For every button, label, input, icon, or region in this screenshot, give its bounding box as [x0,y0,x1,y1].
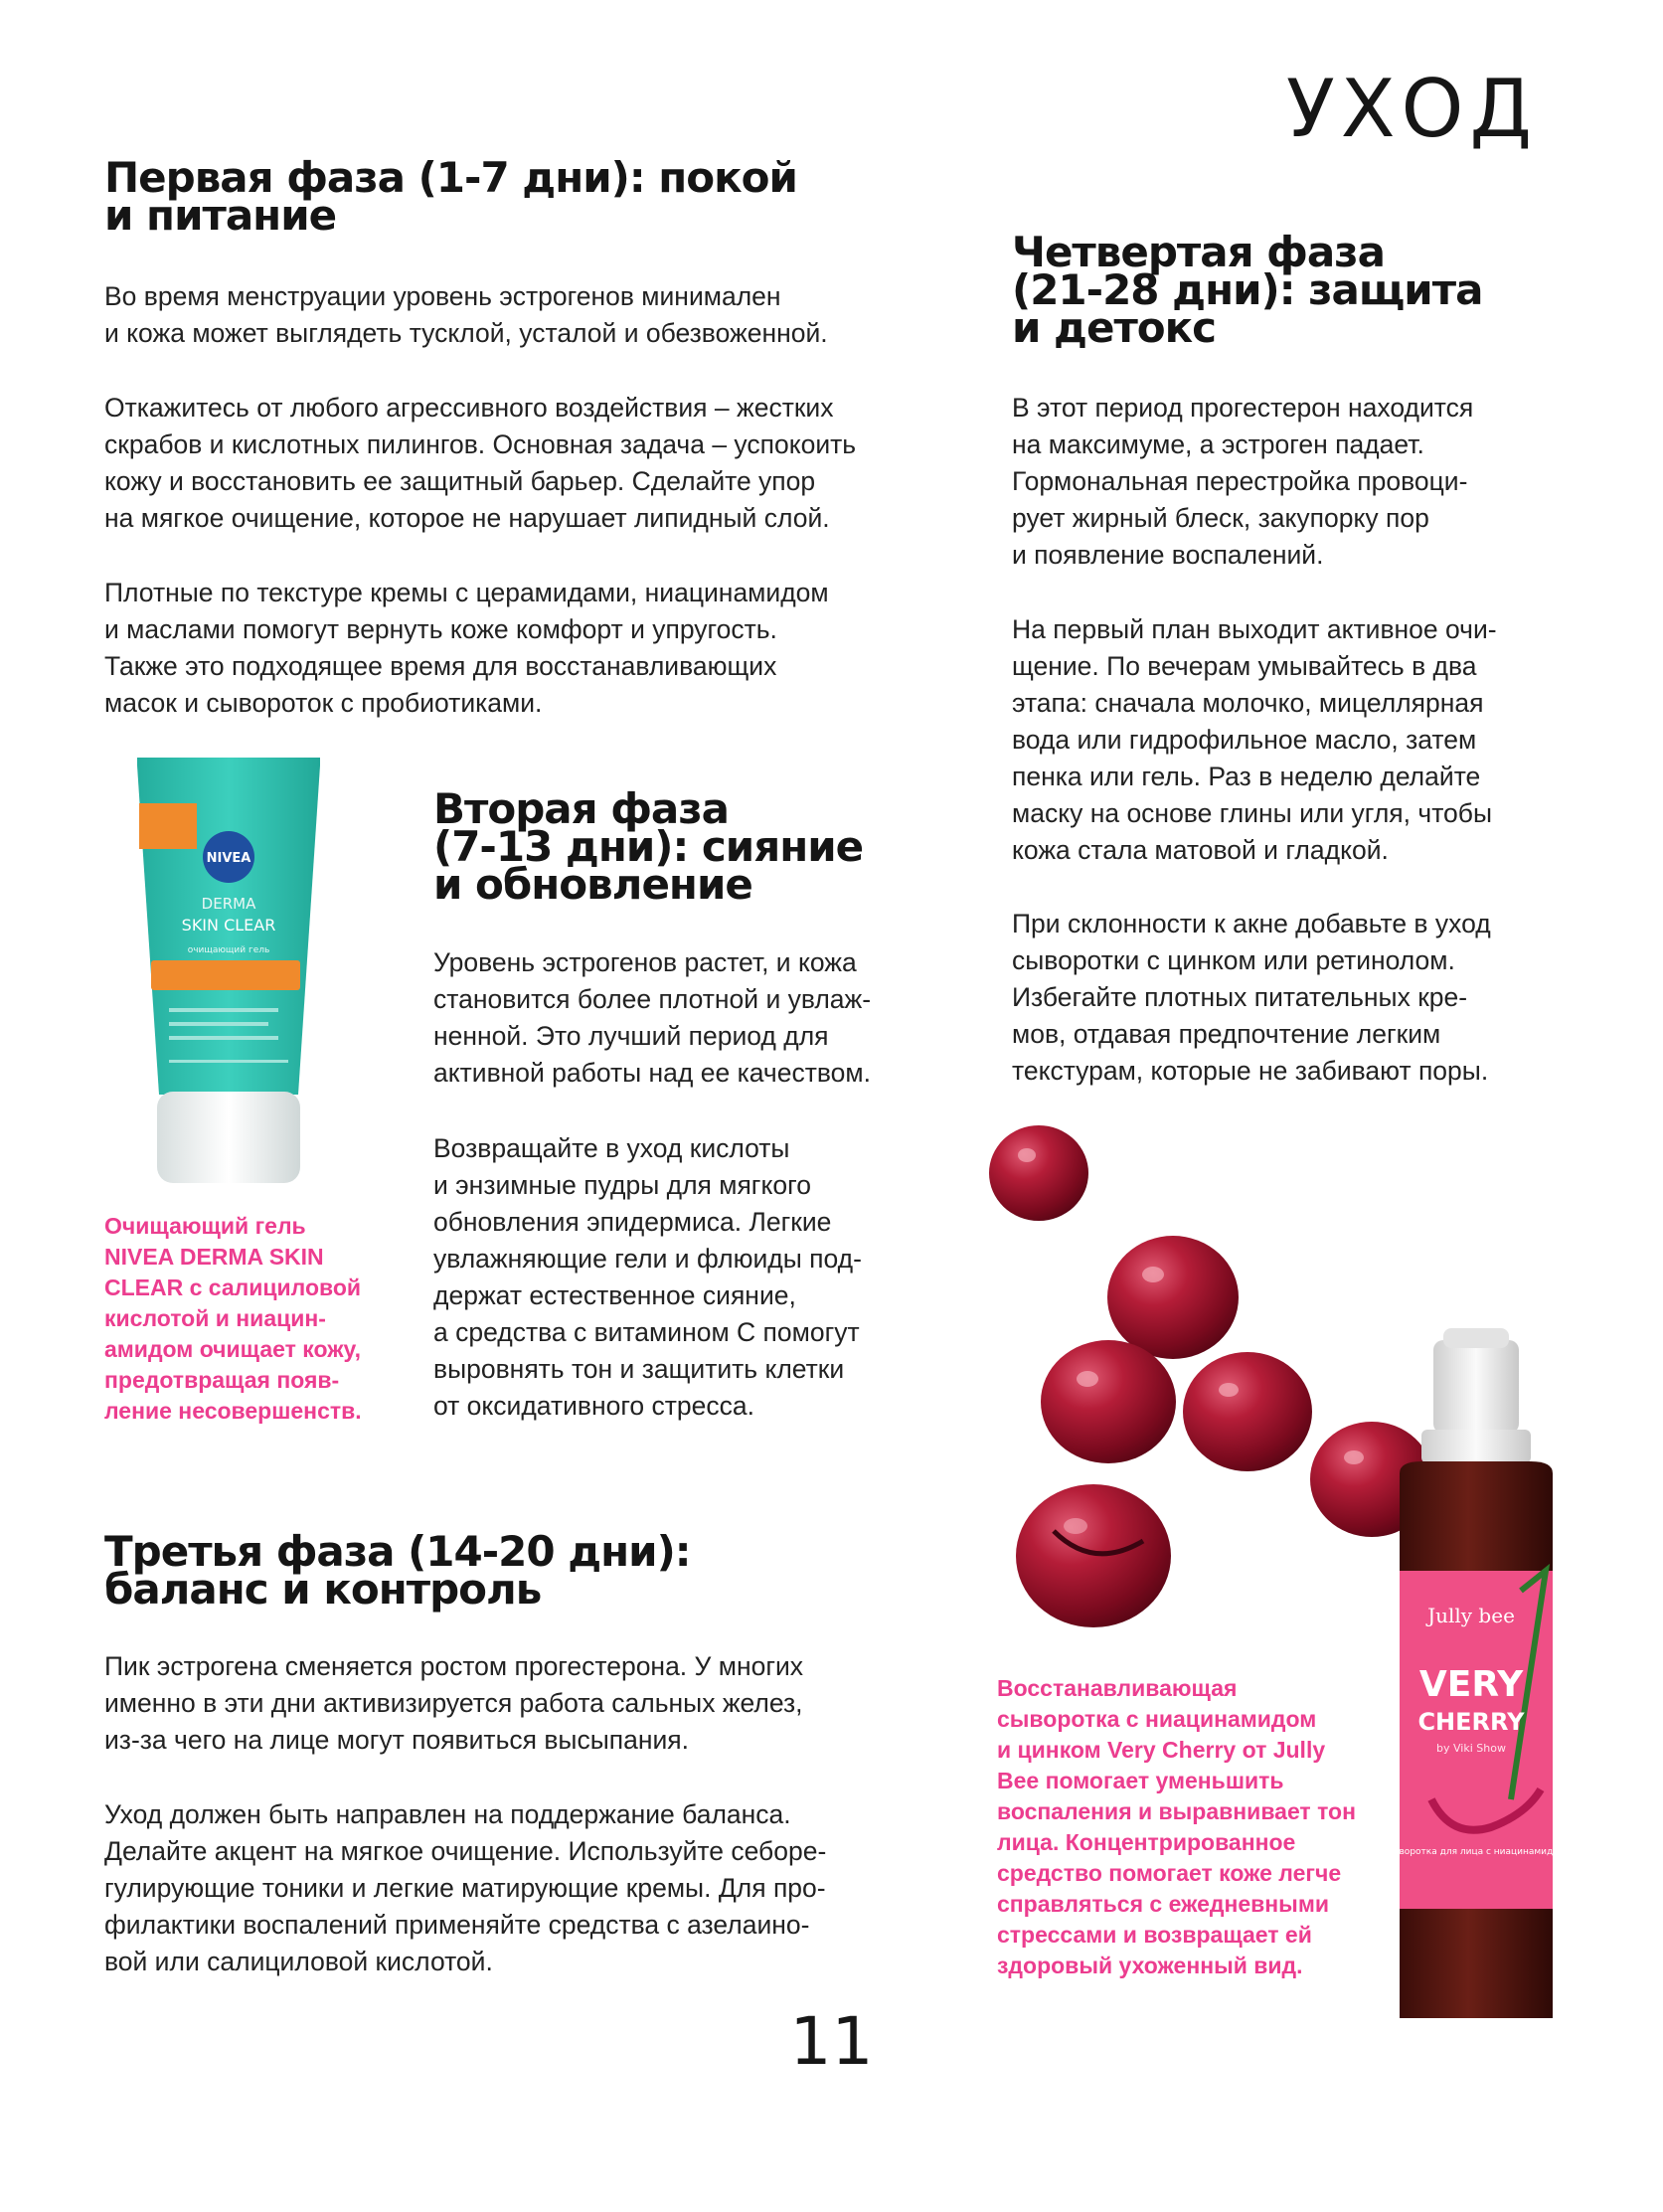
phase4-paragraph-2: На первый план выходит активное очи- щение. По вечерам умывайтесь в два этапа: сначала молочко, мицеллярная вода или гидрофильное масло, затем пенка или гель. Раз в неделю делайте маску на основе глины или угля, чтобы кожа стала матовой и гладкой. [1012,614,1497,865]
nivea-tube-image [129,752,328,1187]
page-number: 11 [789,2003,874,2080]
jully-bee-logo-text: Jully bee [1427,1604,1515,1627]
phase2-heading: Вторая фаза (7-13 дни): сияние и обновление [433,784,864,909]
svg-text:очищающий гель: очищающий гель [187,945,270,955]
jully-bee-type-text: сыворотка для лица с ниацинамидом [1387,1847,1566,1857]
phase2-paragraph-2: Возвращайте в уход кислоты и энзимные пудры для мягкого обновления эпидермиса. Легкие увлажняющие гели и флюиды под- держат естественное сияние, а средства с витамином С помогут выровнять тон и защитить клетки от оксидативного стресса. [433,1133,862,1421]
svg-text:CHERRY: CHERRY [1417,1708,1525,1736]
phase1-heading: Первая фаза (1-7 дни): покой и питание [104,153,797,240]
phase1-paragraph-1: Во время менструации уровень эстрогенов минимален и кожа может выглядеть тусклой, усталой и обезвоженной. [104,281,828,348]
nivea-caption: Очищающий гель NIVEA DERMA SKIN CLEAR с салициловой кислотой и ниацин- амидом очищает кожу, предотвращая появ- ление несовершенств. [104,1213,362,1424]
svg-text:SKIN CLEAR: SKIN CLEAR [181,916,276,935]
section-title: УХОД [1285,63,1538,155]
phase4-paragraph-3: При склонности к акне добавьте в уход сыворотки с цинком или ретинолом. Избегайте плотных питательных кре- мов, отдавая предпочтение легким текстурам, которые не забивают поры. [1012,909,1491,1086]
svg-text:by Viki Show: by Viki Show [1436,1742,1506,1755]
phase3-paragraph-1: Пик эстрогена сменяется ростом прогестерона. У многих именно в эти дни активизируется работа сальных желез, из-за чего на лице могут появиться высыпания. [104,1651,804,1755]
svg-text:VERY: VERY [1418,1664,1524,1705]
svg-text:DERMA: DERMA [201,895,256,913]
jully-bee-caption: Восстанавливающая сыворотка с ниацинамидом и цинком Very Cherry от Jully Bee помогает уменьшить воспаления и выравнивает тон лица. Концентрированное средство помогает коже легче справляться с ежедневными стрессами и возвращает ей здоровый ухоженный вид. [997,1675,1356,1978]
phase2-paragraph-1: Уровень эстрогенов растет, и кожа становится более плотной и увлаж- ненной. Это лучший период для активной работы над ее качеством. [433,947,872,1088]
phase4-paragraph-1: В этот период прогестерон находится на максимуме, а эстроген падает. Гормональная перестройка провоци- рует жирный блеск, закупорку пор и появление воспалений. [1012,393,1474,570]
phase1-paragraph-2: Откажитесь от любого агрессивного воздействия – жестких скрабов и кислотных пилингов. Основная задача – успокоить кожу и восстановить ее защитный барьер. Сделайте упор на мягкое очищение, которое не нарушает липидный слой. [104,393,857,533]
phase3-paragraph-2: Уход должен быть направлен на поддержание баланса. Делайте акцент на мягкое очищение. Используйте себоре- гулирующие тоники и легкие матирующие кремы. Для про- филактики воспалений применяйте средства с азелаино- вой или салициловой кислотой. [104,1799,827,1976]
phase1-paragraph-3: Плотные по текстуре кремы с церамидами, ниацинамидом и маслами помогут вернуть коже комфорт и упругость. Также это подходящее время для восстанавливающих масок и сывороток с пробиотиками. [104,578,829,718]
nivea-logo-text: NIVEA [206,851,251,866]
phase3-heading: Третья фаза (14-20 дни): баланс и контроль [104,1527,691,1614]
phase4-heading: Четвертая фаза (21-28 дни): защита и детокс [1012,228,1483,352]
